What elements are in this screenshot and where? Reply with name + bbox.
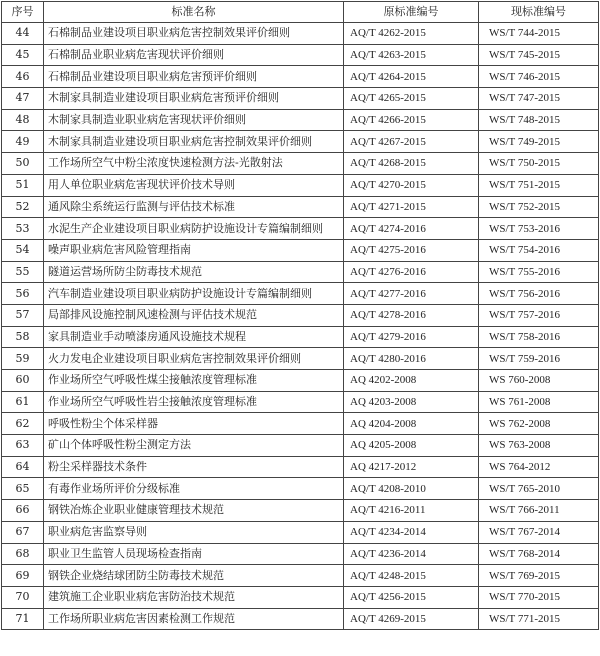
original-number-cell: AQ/T 4236-2014 bbox=[344, 543, 479, 565]
original-number-cell: AQ 4204-2008 bbox=[344, 413, 479, 435]
original-number-cell: AQ/T 4265-2015 bbox=[344, 88, 479, 110]
serial-number-cell: 44 bbox=[2, 23, 44, 45]
standard-name-cell: 职业卫生监管人员现场检查指南 bbox=[44, 543, 344, 565]
serial-number-cell: 45 bbox=[2, 44, 44, 66]
standard-name-cell: 局部排风设施控制风速检测与评估技术规范 bbox=[44, 304, 344, 326]
table-row bbox=[2, 608, 599, 630]
current-number-cell: WS/T 755-2016 bbox=[479, 261, 599, 283]
table-row bbox=[2, 261, 599, 283]
original-number-cell: AQ/T 4267-2015 bbox=[344, 131, 479, 153]
standard-name-cell: 木制家具制造业职业病危害现状评价细则 bbox=[44, 109, 344, 131]
serial-number-cell: 68 bbox=[2, 543, 44, 565]
original-number-cell: AQ 4217-2012 bbox=[344, 456, 479, 478]
original-number-cell: AQ/T 4266-2015 bbox=[344, 109, 479, 131]
current-number-cell: WS/T 765-2010 bbox=[479, 478, 599, 500]
table-row bbox=[2, 565, 599, 587]
serial-number-cell: 51 bbox=[2, 174, 44, 196]
standard-name-cell: 用人单位职业病危害现状评价技术导则 bbox=[44, 174, 344, 196]
current-number-cell: WS/T 754-2016 bbox=[479, 239, 599, 261]
current-number-cell: WS 760-2008 bbox=[479, 370, 599, 392]
table-row bbox=[2, 456, 599, 478]
serial-number-cell: 57 bbox=[2, 304, 44, 326]
current-number-cell: WS/T 749-2015 bbox=[479, 131, 599, 153]
original-number-cell: AQ/T 4270-2015 bbox=[344, 174, 479, 196]
table-row bbox=[2, 348, 599, 370]
standards-table-page bbox=[1, 1, 598, 630]
original-number-cell: AQ 4203-2008 bbox=[344, 391, 479, 413]
current-number-cell: WS/T 756-2016 bbox=[479, 283, 599, 305]
table-row bbox=[2, 218, 599, 240]
table-row bbox=[2, 239, 599, 261]
header-standard-name: 标准名称 bbox=[44, 2, 344, 23]
standard-name-cell: 职业病危害监察导则 bbox=[44, 521, 344, 543]
serial-number-cell: 48 bbox=[2, 109, 44, 131]
current-number-cell: WS/T 748-2015 bbox=[479, 109, 599, 131]
standard-name-cell: 噪声职业病危害风险管理指南 bbox=[44, 239, 344, 261]
serial-number-cell: 54 bbox=[2, 239, 44, 261]
table-row bbox=[2, 153, 599, 175]
current-number-cell: WS/T 744-2015 bbox=[479, 23, 599, 45]
standard-name-cell: 木制家具制造业建设项目职业病危害控制效果评价细则 bbox=[44, 131, 344, 153]
serial-number-cell: 58 bbox=[2, 326, 44, 348]
header-original-standard-number: 原标准编号 bbox=[344, 2, 479, 23]
serial-number-cell: 70 bbox=[2, 586, 44, 608]
table-row bbox=[2, 44, 599, 66]
original-number-cell: AQ/T 4264-2015 bbox=[344, 66, 479, 88]
original-number-cell: AQ/T 4208-2010 bbox=[344, 478, 479, 500]
standard-name-cell: 工作场所职业病危害因素检测工作规范 bbox=[44, 608, 344, 630]
standard-name-cell: 家具制造业手动喷漆房通风设施技术规程 bbox=[44, 326, 344, 348]
original-number-cell: AQ/T 4280-2016 bbox=[344, 348, 479, 370]
original-number-cell: AQ/T 4271-2015 bbox=[344, 196, 479, 218]
original-number-cell: AQ/T 4216-2011 bbox=[344, 500, 479, 522]
original-number-cell: AQ/T 4248-2015 bbox=[344, 565, 479, 587]
serial-number-cell: 69 bbox=[2, 565, 44, 587]
table-row bbox=[2, 413, 599, 435]
original-number-cell: AQ/T 4262-2015 bbox=[344, 23, 479, 45]
current-number-cell: WS 762-2008 bbox=[479, 413, 599, 435]
current-number-cell: WS/T 750-2015 bbox=[479, 153, 599, 175]
standard-name-cell: 作业场所空气呼吸性煤尘接触浓度管理标准 bbox=[44, 370, 344, 392]
current-number-cell: WS/T 771-2015 bbox=[479, 608, 599, 630]
standard-name-cell: 钢铁冶炼企业职业健康管理技术规范 bbox=[44, 500, 344, 522]
serial-number-cell: 60 bbox=[2, 370, 44, 392]
table-header-row bbox=[2, 2, 599, 23]
current-number-cell: WS/T 747-2015 bbox=[479, 88, 599, 110]
original-number-cell: AQ 4205-2008 bbox=[344, 435, 479, 457]
current-number-cell: WS/T 759-2016 bbox=[479, 348, 599, 370]
table-row bbox=[2, 478, 599, 500]
standard-name-cell: 石棉制品业职业病危害现状评价细则 bbox=[44, 44, 344, 66]
current-number-cell: WS/T 770-2015 bbox=[479, 586, 599, 608]
standard-name-cell: 汽车制造业建设项目职业病防护设施设计专篇编制细则 bbox=[44, 283, 344, 305]
serial-number-cell: 61 bbox=[2, 391, 44, 413]
table-row bbox=[2, 326, 599, 348]
serial-number-cell: 47 bbox=[2, 88, 44, 110]
serial-number-cell: 62 bbox=[2, 413, 44, 435]
standard-name-cell: 钢铁企业烧结球团防尘防毒技术规范 bbox=[44, 565, 344, 587]
standard-name-cell: 火力发电企业建设项目职业病危害控制效果评价细则 bbox=[44, 348, 344, 370]
serial-number-cell: 56 bbox=[2, 283, 44, 305]
current-number-cell: WS/T 752-2015 bbox=[479, 196, 599, 218]
serial-number-cell: 67 bbox=[2, 521, 44, 543]
standard-name-cell: 通风除尘系统运行监测与评估技术标准 bbox=[44, 196, 344, 218]
serial-number-cell: 63 bbox=[2, 435, 44, 457]
standard-name-cell: 呼吸性粉尘个体采样器 bbox=[44, 413, 344, 435]
current-number-cell: WS/T 766-2011 bbox=[479, 500, 599, 522]
table-row bbox=[2, 23, 599, 45]
original-number-cell: AQ/T 4234-2014 bbox=[344, 521, 479, 543]
table-row bbox=[2, 500, 599, 522]
header-serial-number: 序号 bbox=[2, 2, 44, 23]
serial-number-cell: 65 bbox=[2, 478, 44, 500]
current-number-cell: WS/T 769-2015 bbox=[479, 565, 599, 587]
table-row bbox=[2, 283, 599, 305]
standard-name-cell: 建筑施工企业职业病危害防治技术规范 bbox=[44, 586, 344, 608]
original-number-cell: AQ/T 4277-2016 bbox=[344, 283, 479, 305]
header-current-standard-number: 现标准编号 bbox=[479, 2, 599, 23]
standard-name-cell: 工作场所空气中粉尘浓度快速检测方法-光散射法 bbox=[44, 153, 344, 175]
serial-number-cell: 53 bbox=[2, 218, 44, 240]
serial-number-cell: 71 bbox=[2, 608, 44, 630]
original-number-cell: AQ/T 4269-2015 bbox=[344, 608, 479, 630]
standard-name-cell: 作业场所空气呼吸性岩尘接触浓度管理标准 bbox=[44, 391, 344, 413]
table-body bbox=[2, 23, 599, 630]
serial-number-cell: 50 bbox=[2, 153, 44, 175]
table-row bbox=[2, 435, 599, 457]
table-row bbox=[2, 109, 599, 131]
standard-name-cell: 水泥生产企业建设项目职业病防护设施设计专篇编制细则 bbox=[44, 218, 344, 240]
standard-name-cell: 粉尘采样器技术条件 bbox=[44, 456, 344, 478]
original-number-cell: AQ/T 4263-2015 bbox=[344, 44, 479, 66]
standard-name-cell: 石棉制品业建设项目职业病危害预评价细则 bbox=[44, 66, 344, 88]
serial-number-cell: 64 bbox=[2, 456, 44, 478]
current-number-cell: WS/T 751-2015 bbox=[479, 174, 599, 196]
current-number-cell: WS/T 757-2016 bbox=[479, 304, 599, 326]
serial-number-cell: 46 bbox=[2, 66, 44, 88]
serial-number-cell: 59 bbox=[2, 348, 44, 370]
current-number-cell: WS/T 745-2015 bbox=[479, 44, 599, 66]
standard-name-cell: 木制家具制造业建设项目职业病危害预评价细则 bbox=[44, 88, 344, 110]
original-number-cell: AQ/T 4256-2015 bbox=[344, 586, 479, 608]
original-number-cell: AQ/T 4276-2016 bbox=[344, 261, 479, 283]
original-number-cell: AQ/T 4279-2016 bbox=[344, 326, 479, 348]
current-number-cell: WS/T 753-2016 bbox=[479, 218, 599, 240]
original-number-cell: AQ 4202-2008 bbox=[344, 370, 479, 392]
table-row bbox=[2, 88, 599, 110]
standard-name-cell: 有毒作业场所评价分级标准 bbox=[44, 478, 344, 500]
original-number-cell: AQ/T 4275-2016 bbox=[344, 239, 479, 261]
serial-number-cell: 55 bbox=[2, 261, 44, 283]
table-row bbox=[2, 196, 599, 218]
current-number-cell: WS 761-2008 bbox=[479, 391, 599, 413]
original-number-cell: AQ/T 4268-2015 bbox=[344, 153, 479, 175]
standards-table bbox=[1, 1, 599, 630]
table-row bbox=[2, 521, 599, 543]
original-number-cell: AQ/T 4274-2016 bbox=[344, 218, 479, 240]
standard-name-cell: 矿山个体呼吸性粉尘测定方法 bbox=[44, 435, 344, 457]
standard-name-cell: 石棉制品业建设项目职业病危害控制效果评价细则 bbox=[44, 23, 344, 45]
table-row bbox=[2, 391, 599, 413]
table-row bbox=[2, 174, 599, 196]
standard-name-cell: 隧道运营场所防尘防毒技术规范 bbox=[44, 261, 344, 283]
serial-number-cell: 52 bbox=[2, 196, 44, 218]
table-row bbox=[2, 370, 599, 392]
current-number-cell: WS 764-2012 bbox=[479, 456, 599, 478]
current-number-cell: WS/T 767-2014 bbox=[479, 521, 599, 543]
table-row bbox=[2, 543, 599, 565]
original-number-cell: AQ/T 4278-2016 bbox=[344, 304, 479, 326]
current-number-cell: WS 763-2008 bbox=[479, 435, 599, 457]
current-number-cell: WS/T 758-2016 bbox=[479, 326, 599, 348]
current-number-cell: WS/T 746-2015 bbox=[479, 66, 599, 88]
table-row bbox=[2, 66, 599, 88]
table-row bbox=[2, 586, 599, 608]
current-number-cell: WS/T 768-2014 bbox=[479, 543, 599, 565]
table-row bbox=[2, 304, 599, 326]
table-row bbox=[2, 131, 599, 153]
serial-number-cell: 49 bbox=[2, 131, 44, 153]
serial-number-cell: 66 bbox=[2, 500, 44, 522]
